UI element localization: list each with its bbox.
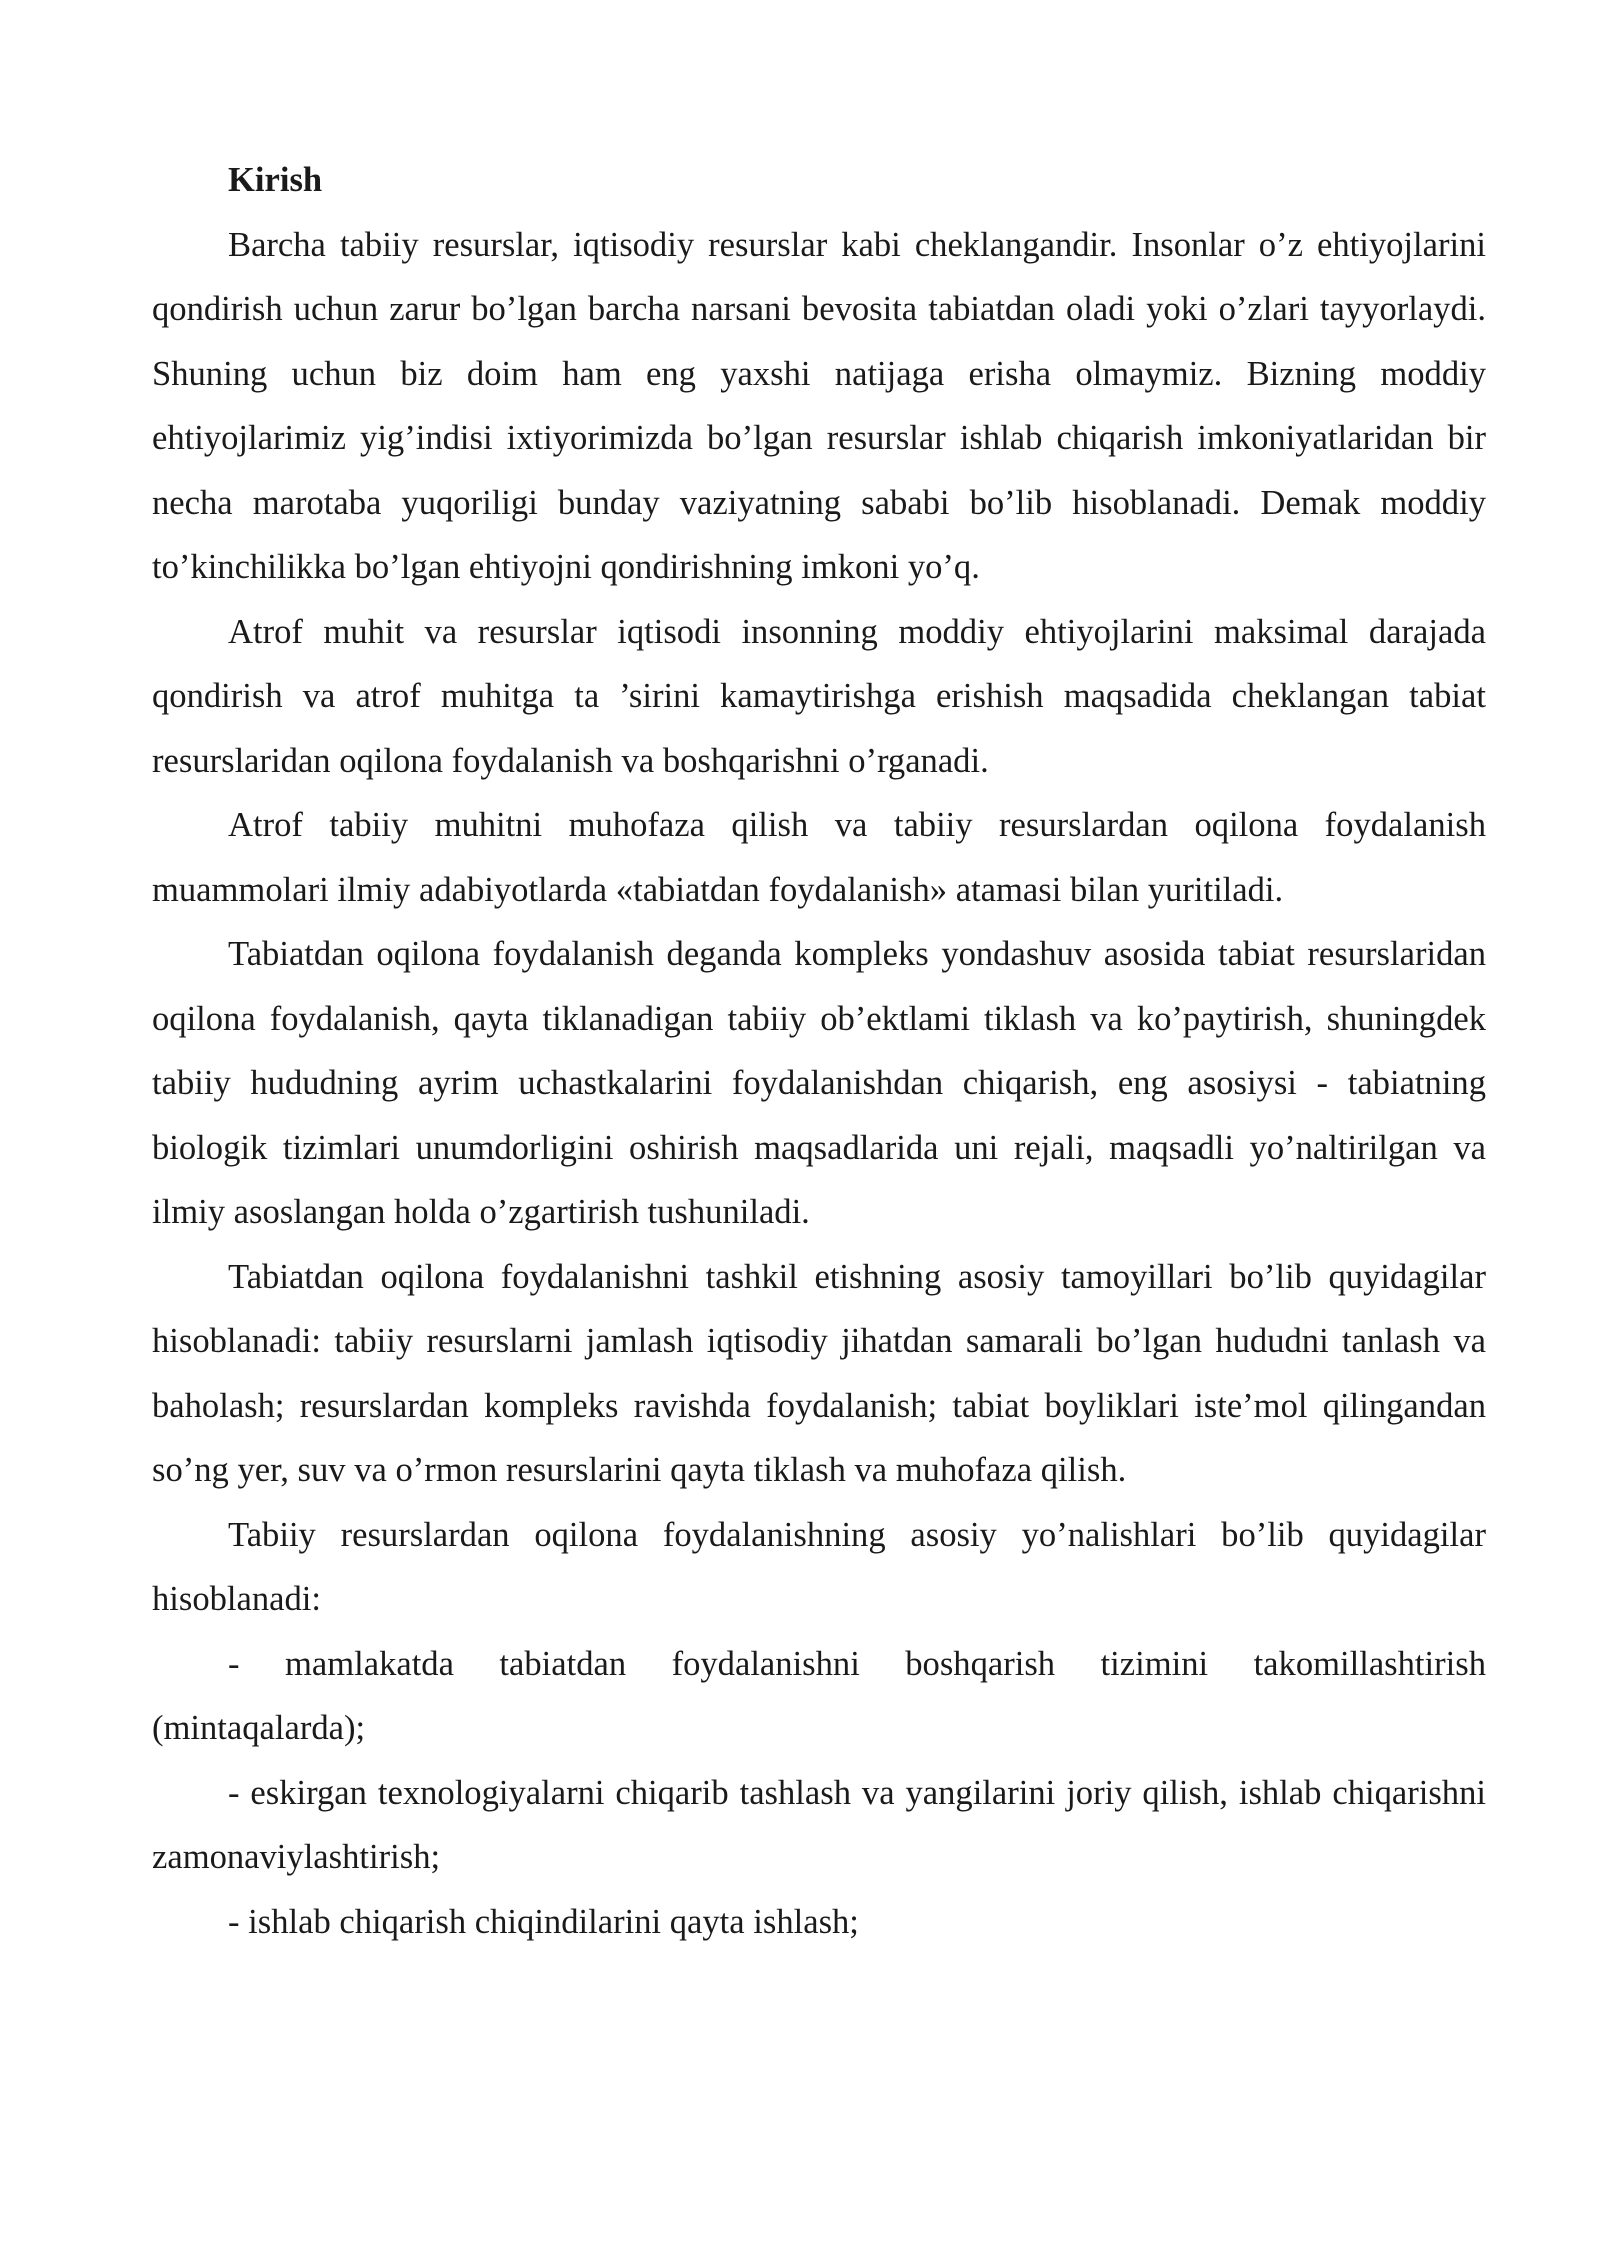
paragraph-nature-use-term: Atrof tabiiy muhitni muhofaza qilish va tabiiy resurslardan oqilona foydalanish muammolari ilmiy adabiyotlarda «tabiatdan foydalanish» atamasi bilan yuritiladi.	[152, 806, 1486, 909]
list-item-management: - mamlakatda tabiatdan foydalanishni boshqarish tizimini takomillashtirish (mintaqalarda);	[152, 1644, 1486, 1747]
list-item-technology: - eskirgan texnologiyalarni chiqarib tashlash va yangilarini joriy qilish, ishlab chiqarishni zamonaviylashtirish;	[152, 1773, 1486, 1876]
paragraph-principles: Tabiatdan oqilona foydalanishni tashkil etishning asosiy tamoyillari bo’lib quyidagilar hisoblanadi: tabiiy resurslarni jamlash iqtisodiy jihatdan samarali bo’lgan hududni tanlash va baholash; resurslardan kompleks ravishda foydalanish; tabiat boyliklari iste’mol qilingandan so’ng yer, suv va o’rmon resurslarini qayta tiklash va muhofaza qilish.	[152, 1257, 1486, 1489]
paragraph-intro: Barcha tabiiy resurslar, iqtisodiy resurslar kabi cheklangandir. Insonlar o’z ehtiyojlarini qondirish uchun zarur bo’lgan barcha narsani bevosita tabiatdan oladi yoki o’zlari tayyorlaydi. Shuning uchun biz doim ham eng yaxshi natijaga erisha olmaymiz. Bizning moddiy ehtiyojlarimiz yig’indisi ixtiyorimizda bo’lgan resurslar ishlab chiqarish imkoniyatlaridan bir necha marotaba yuqoriligi bunday vaziyatning sababi bo’lib hisoblanadi. Demak moddiy to’kinchilikka bo’lgan ehtiyojni qondirishning imkoni yo’q.	[152, 225, 1486, 586]
list-item-waste-recycling: - ishlab chiqarish chiqindilarini qayta ishlash;	[228, 1902, 859, 1941]
paragraph-directions-intro: Tabiiy resurslardan oqilona foydalanishning asosiy yo’nalishlari bo’lib quyidagilar hisoblanadi:	[152, 1515, 1486, 1618]
document-page	[152, 148, 1486, 1954]
paragraph-rational-use-definition: Tabiatdan oqilona foydalanish deganda kompleks yondashuv asosida tabiat resurslaridan oqilona foydalanish, qayta tiklanadigan tabiiy ob’ektlami tiklash va ko’paytirish, shuningdek tabiiy hududning ayrim uchastkalarini foydalanishdan chiqarish, eng asosiysi - tabiatning biologik tizimlari unumdorligini oshirish maqsadlarida uni rejali, maqsadli yo’naltirilgan va ilmiy asoslangan holda o’zgartirish tushuniladi.	[152, 935, 1486, 1231]
section-heading: Kirish	[228, 161, 323, 199]
paragraph-environment-economics: Atrof muhit va resurslar iqtisodi insonning moddiy ehtiyojlarini maksimal darajada qondirish va atrof muhitga ta ’sirini kamaytirishga erishish maqsadida cheklangan tabiat resurslaridan oqilona foydalanish va boshqarishni o’rganadi.	[152, 612, 1486, 780]
